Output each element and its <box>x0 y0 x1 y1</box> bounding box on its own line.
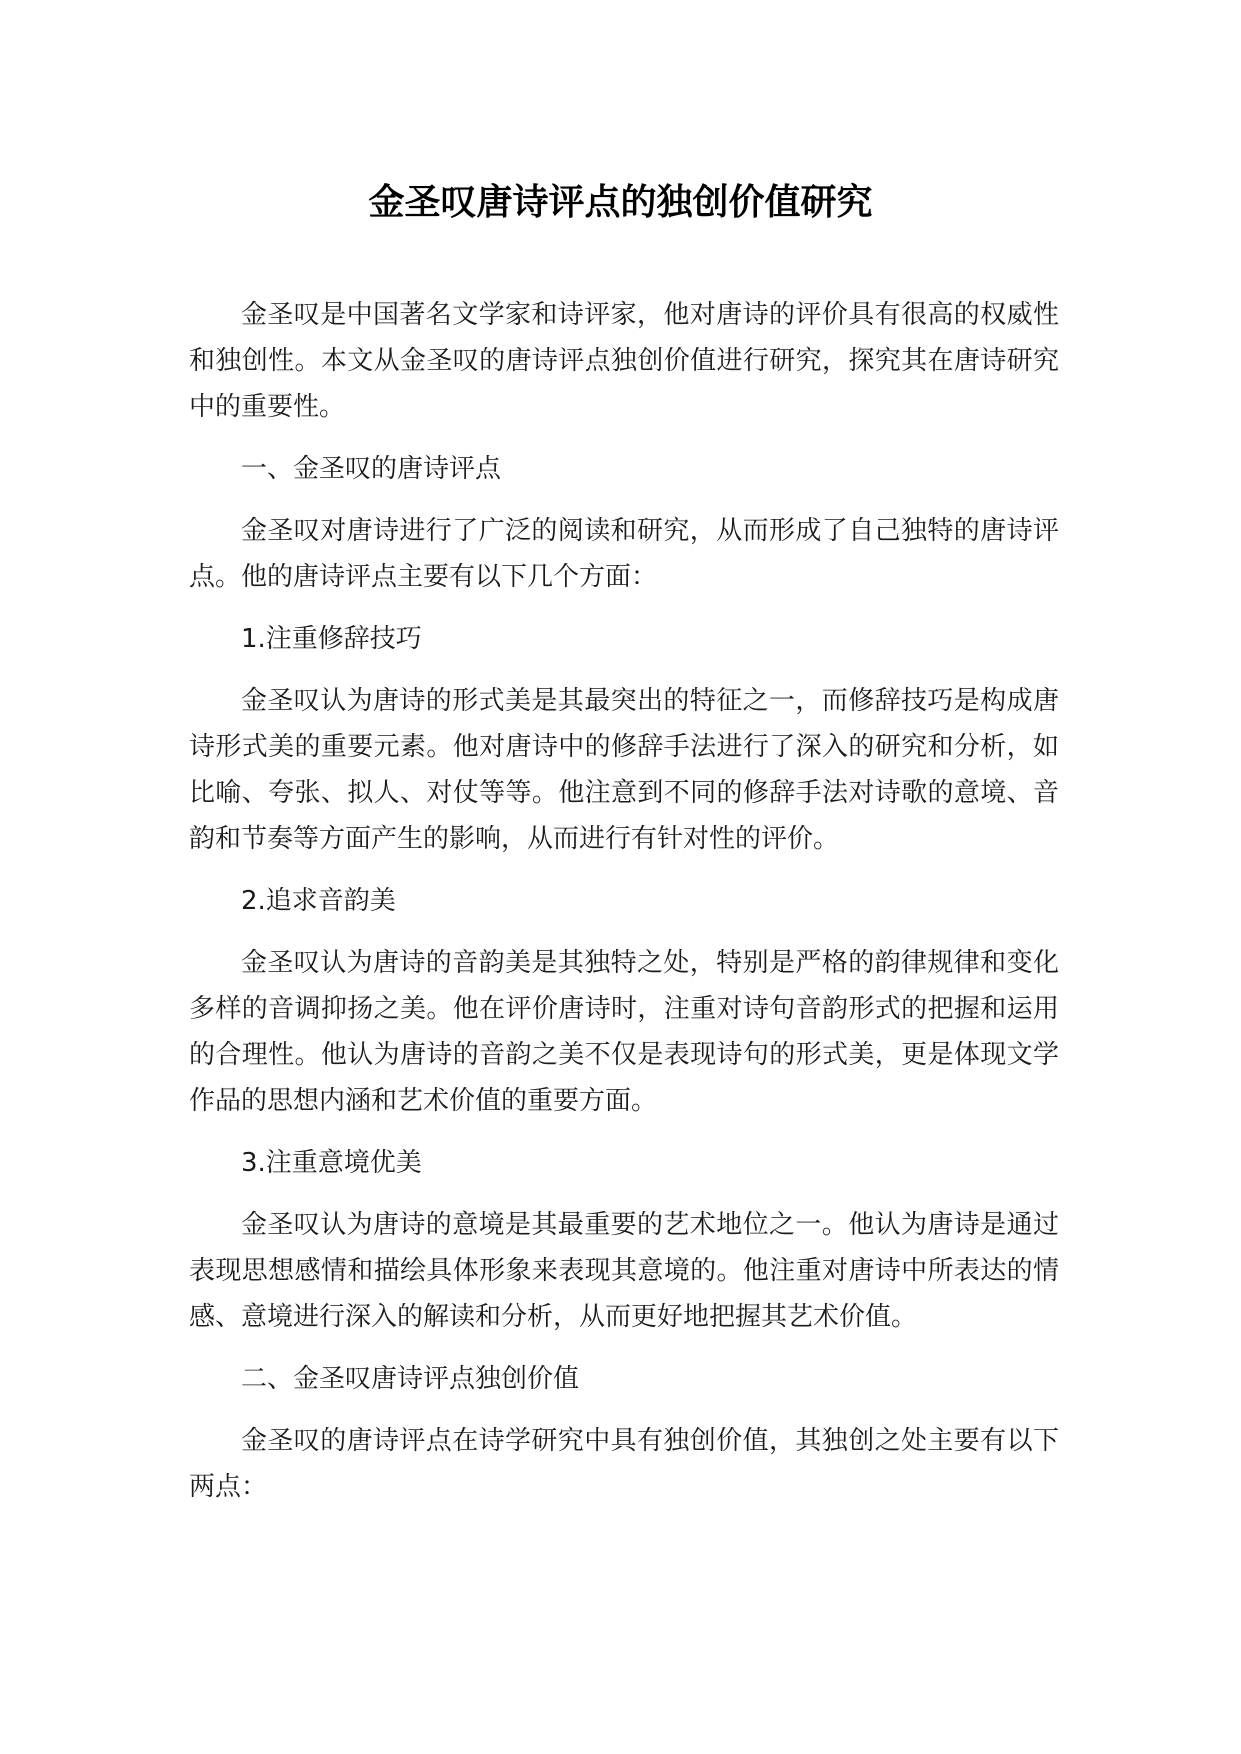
subheading-phonology: 2.追求音韵美 <box>241 886 396 916</box>
paragraph-intro: 金圣叹是中国著名文学家和诗评家，他对唐诗的评价具有很高的权威性和独创性。本文从金圣叹的唐诗评点独创价值进行研究，探究其在唐诗研究中的重要性。 <box>189 300 1059 422</box>
section-heading-1: 一、金圣叹的唐诗评点 <box>241 454 502 484</box>
document-title: 金圣叹唐诗评点的独创价值研究 <box>368 182 873 223</box>
subheading-rhetoric: 1.注重修辞技巧 <box>241 624 422 654</box>
paragraph-imagery: 金圣叹认为唐诗的意境是其最重要的艺术地位之一。他认为唐诗是通过表现思想感情和描绘具体形象来表现其意境的。他注重对唐诗中所表达的情感、意境进行深入的解读和分析，从而更好地把握其艺术价值。 <box>189 1210 1059 1332</box>
section-heading-2: 二、金圣叹唐诗评点独创价值 <box>241 1364 580 1394</box>
paragraph-section-2: 金圣叹的唐诗评点在诗学研究中具有独创价值，其独创之处主要有以下两点： <box>189 1426 1059 1502</box>
paragraph-rhetoric: 金圣叹认为唐诗的形式美是其最突出的特征之一，而修辞技巧是构成唐诗形式美的重要元素。他对唐诗中的修辞手法进行了深入的研究和分析，如比喻、夸张、拟人、对仗等等。他注意到不同的修辞手法对诗歌的意境、音韵和节奏等方面产生的影响，从而进行有针对性的评价。 <box>189 686 1059 854</box>
document-body <box>189 292 1059 1526</box>
subheading-imagery: 3.注重意境优美 <box>241 1148 422 1178</box>
paragraph-phonology: 金圣叹认为唐诗的音韵美是其独特之处，特别是严格的韵律规律和变化多样的音调抑扬之美。他在评价唐诗时，注重对诗句音韵形式的把握和运用的合理性。他认为唐诗的音韵之美不仅是表现诗句的形式美，更是体现文学作品的思想内涵和艺术价值的重要方面。 <box>189 948 1059 1116</box>
paragraph-section-1: 金圣叹对唐诗进行了广泛的阅读和研究，从而形成了自己独特的唐诗评点。他的唐诗评点主要有以下几个方面： <box>189 516 1059 592</box>
